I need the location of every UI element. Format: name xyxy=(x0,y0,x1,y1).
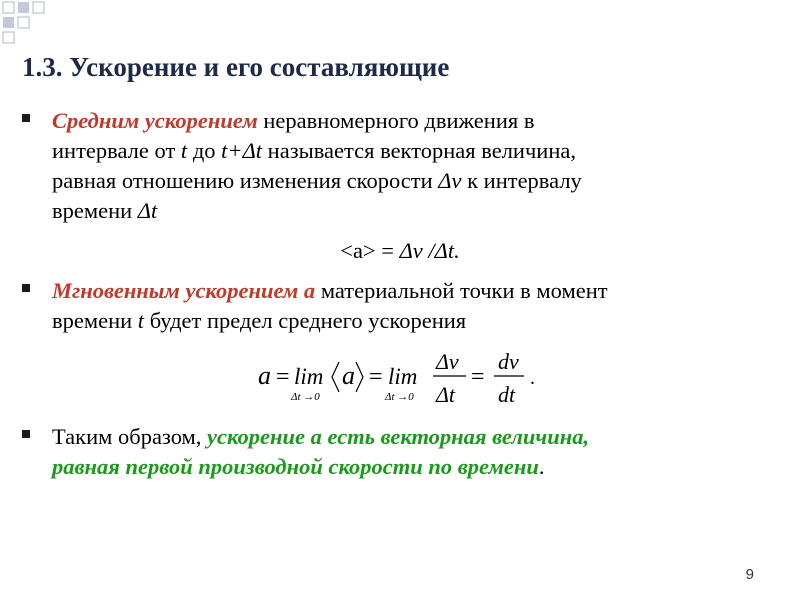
term-instant-acceleration: Мгновенным ускорением a xyxy=(52,278,316,303)
text: интервале от xyxy=(52,138,181,163)
fraction-dt: Δt xyxy=(436,382,456,407)
fraction-d-t: dt xyxy=(498,382,516,407)
corner-squares-decoration xyxy=(0,0,60,50)
average-acceleration-formula xyxy=(0,238,800,264)
formula-a: a xyxy=(258,361,271,390)
text: к интервалу xyxy=(461,168,582,193)
text: материальной точки в момент xyxy=(315,278,608,303)
conclusion-highlight-1: ускорение а есть векторная величина, xyxy=(207,424,590,449)
text: до xyxy=(187,138,222,163)
conclusion-highlight-2: равная первой производной скорости по времени xyxy=(52,454,539,479)
bullet-square-icon xyxy=(22,284,30,292)
text: будет предел среднего ускорения xyxy=(144,308,467,333)
formula-lhs: <a> xyxy=(340,238,376,263)
var-t: t xyxy=(137,308,145,333)
text: называется векторная величина, xyxy=(262,138,576,163)
left-angle-bracket xyxy=(332,362,339,392)
instant-acceleration-limit-formula xyxy=(258,342,548,412)
term-average-acceleration: Средним ускорением xyxy=(52,108,258,133)
var-t-dt: t+Δt xyxy=(221,138,263,163)
text: времени xyxy=(52,198,138,223)
bullet-item-conclusion xyxy=(52,422,742,482)
fraction-d-v: dv xyxy=(498,349,519,374)
formula-lim-1: lim xyxy=(294,364,324,389)
formula-period: . xyxy=(530,367,535,389)
fraction-dv: Δv xyxy=(436,349,459,374)
paragraph xyxy=(52,276,742,336)
text: . xyxy=(538,454,545,479)
formula-avg-a: a xyxy=(342,361,355,390)
formula-lim-sub-1: Δt →0 xyxy=(291,391,320,403)
text: неравномерного движения в xyxy=(257,108,535,133)
paragraph xyxy=(52,422,742,482)
right-angle-bracket xyxy=(356,362,363,392)
text: равная отношению изменения скорости xyxy=(52,168,439,193)
text: Таким образом, xyxy=(52,424,208,449)
formula-rhs: Δv /Δt. xyxy=(399,238,460,263)
bullet-item-average-acceleration xyxy=(52,106,742,226)
var-t: t xyxy=(180,138,188,163)
page-title: 1.3. Ускорение и его составляющие xyxy=(22,52,450,82)
formula-eq-2: = xyxy=(369,364,383,390)
formula-eq-1: = xyxy=(276,364,290,390)
bullet-square-icon xyxy=(22,430,30,438)
text: времени xyxy=(52,308,138,333)
formula-eq: = xyxy=(375,238,400,263)
page-number: 9 xyxy=(745,566,754,583)
formula-lim-sub-2: Δt →0 xyxy=(385,391,414,403)
var-dv: Δv xyxy=(438,168,462,193)
formula-lim-2: lim xyxy=(388,364,418,389)
paragraph xyxy=(52,106,742,226)
bullet-item-instant-acceleration xyxy=(52,276,742,336)
formula-eq-3: = xyxy=(471,364,485,390)
bullet-square-icon xyxy=(22,114,30,122)
var-dt: Δt xyxy=(137,198,158,223)
